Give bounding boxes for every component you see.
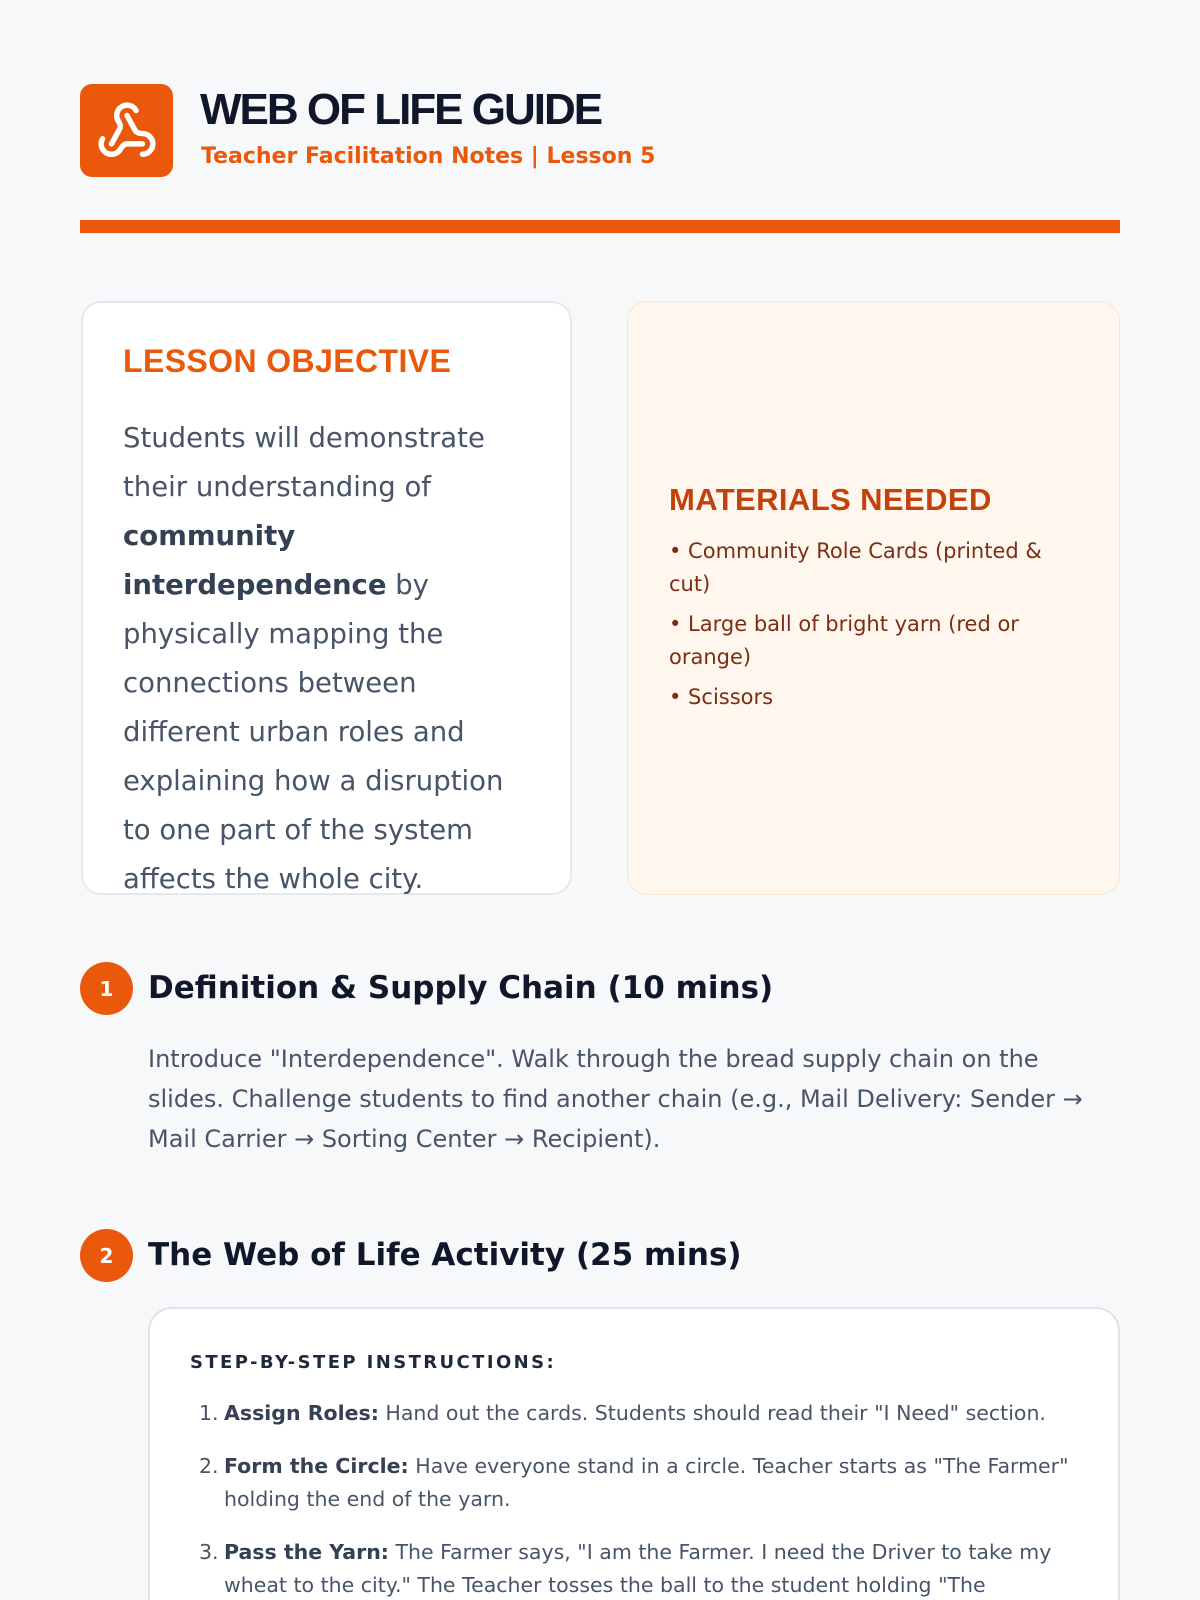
instructions-heading: STEP-BY-STEP INSTRUCTIONS:	[190, 1352, 557, 1373]
instruction-text: The Farmer says, "I am the Farmer. I need the Driver to take my wheat to the city." The Teacher tosses the ball to the student holding "The	[224, 1540, 1052, 1597]
materials-needed-card	[627, 301, 1120, 895]
material-item-yarn: • Large ball of bright yarn (red or orange)	[669, 612, 1019, 669]
page-subtitle: Teacher Facilitation Notes | Lesson 5	[201, 144, 656, 169]
instruction-item-assign-roles	[190, 1397, 1078, 1430]
instruction-label: Pass the Yarn:	[224, 1540, 389, 1564]
instruction-text: Hand out the cards. Students should read their "I Need" section.	[378, 1401, 1046, 1425]
guide-header	[80, 83, 1120, 175]
instruction-number: 3.	[199, 1540, 219, 1564]
lesson-objective-text	[123, 414, 530, 904]
instructions-list	[190, 1397, 1078, 1600]
materials-heading: MATERIALS NEEDED	[669, 482, 992, 517]
materials-list	[669, 535, 1079, 714]
step-number-badge: 1	[80, 962, 133, 1015]
instruction-number: 2.	[199, 1454, 219, 1478]
instruction-label: Form the Circle:	[224, 1454, 409, 1478]
objective-text-end: by physically mapping the connections between different urban roles and explaining how a disruption to one part of the system affects the whole city.	[123, 569, 504, 895]
material-item-scissors: • Scissors	[669, 685, 774, 709]
instruction-number: 1.	[199, 1401, 219, 1425]
instruction-item-form-circle	[190, 1450, 1078, 1516]
instruction-item-pass-yarn	[190, 1536, 1078, 1600]
lesson-objective-card	[81, 301, 572, 895]
step-description: Introduce "Interdependence". Walk through the bread supply chain on the slides. Challenge students to find another chain (e.g., Mail Delivery: Sender → Mail Carrier → Sorting Center → Recipient).	[148, 1045, 1083, 1153]
step-number-badge: 2	[80, 1229, 133, 1282]
objective-text-start: Students will demonstrate their understanding of	[123, 422, 485, 503]
instruction-label: Assign Roles:	[224, 1401, 379, 1425]
step-title: Definition & Supply Chain (10 mins)	[148, 970, 774, 1006]
header-divider	[80, 220, 1120, 233]
objective-emphasis: community interdependence	[123, 520, 387, 601]
instructions-card	[148, 1307, 1120, 1600]
lesson-objective-heading: LESSON OBJECTIVE	[123, 343, 452, 379]
webhook-icon	[80, 84, 173, 177]
step-title: The Web of Life Activity (25 mins)	[148, 1237, 742, 1273]
instruction-text: Have everyone stand in a circle. Teacher starts as "The Farmer" holding the end of the yarn.	[224, 1454, 1069, 1511]
material-item-role-cards: • Community Role Cards (printed & cut)	[669, 539, 1042, 596]
page-title: WEB OF LIFE GUIDE	[200, 85, 602, 134]
